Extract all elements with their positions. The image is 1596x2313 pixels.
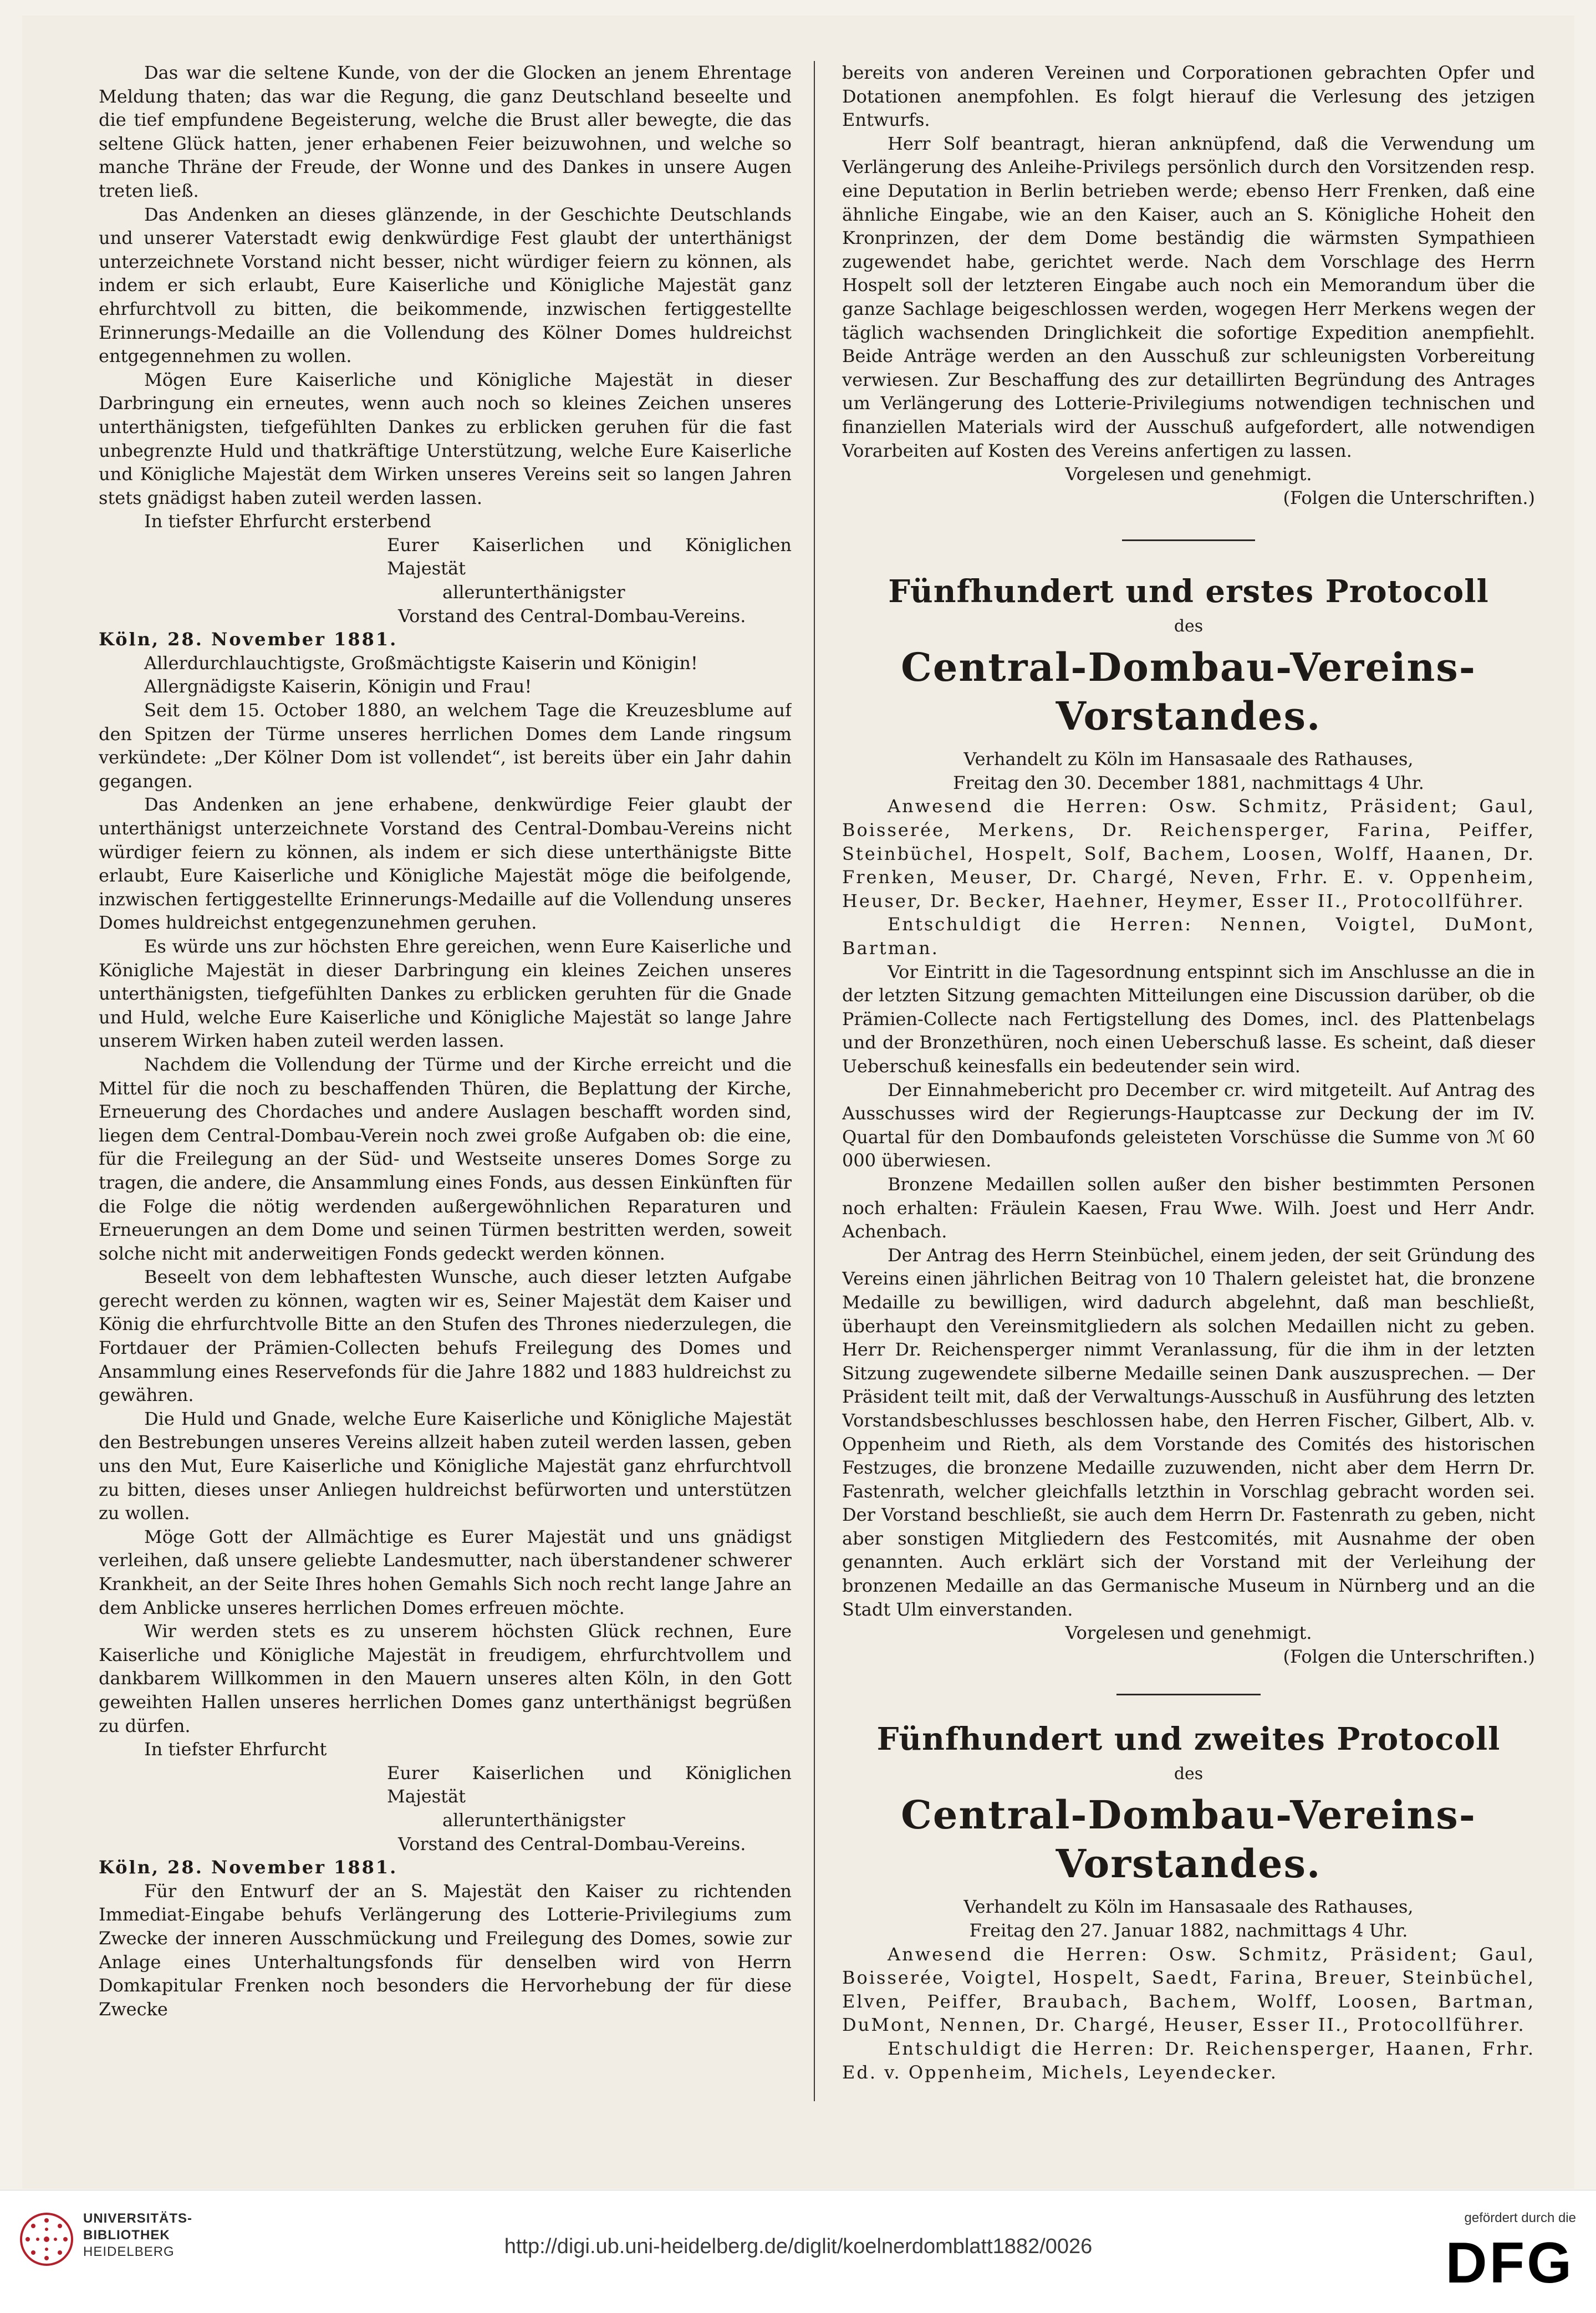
protocol-des: des — [1174, 1764, 1204, 1784]
signature-line: allerunterthänigster — [442, 1809, 625, 1831]
library-name-line: BIBLIOTHEK — [83, 2228, 170, 2243]
paragraph: Für den Entwurf der an S. Majestät den Kaiser zu richtenden Immediat-Eingabe behufs Verlängerung des Lotterie-Privilegiums zum Zwecke der inneren Ausschmückung und Freilegung des Domes, sowie zur Anlage eines Unterhaltungsfonds für denselben wird von Herrn Domkapitular Frenken noch besonders die Hervorhebung der für diese Zwecke — [99, 1880, 792, 2020]
signature-line: allerunterthänigster — [442, 582, 625, 603]
protocol-meta: Freitag den 30. December 1881, nachmittags 4 Uhr. — [953, 772, 1424, 793]
signature-line: Vorstand des Central-Dombau-Vereins. — [398, 605, 746, 626]
dateline: Köln, 28. November 1881. — [99, 629, 398, 650]
section-rule — [1122, 539, 1255, 541]
protocol-meta: Verhandelt zu Köln im Hansasaale des Rathauses, — [963, 748, 1414, 770]
closing-line: In tiefster Ehrfurcht ersterbend — [144, 511, 431, 532]
approval-line: Vorgelesen und genehmigt. — [1065, 463, 1312, 485]
paragraph: bereits von anderen Vereinen und Corporationen gebrachten Opfer und Dotationen anempfohlen. Es folgt hierauf die Verlesung des jetzigen Entwurfs. — [842, 62, 1535, 131]
paragraph: Herr Solf beantragt, hieran anknüpfend, daß die Verwendung um Verlängerung des Anleihe-Privilegs persönlich durch den Vorsitzenden resp. eine Deputation in Berlin betrieben werde; ebenso Herr Frenken, daß eine ähnliche Eingabe, wie an den Kaiser, auch an S. Königliche Hoheit den Kronprinzen, der dem Dome beständig die wärmsten Sympathieen zugewendet habe, gerichtet werde. Nach dem Vorschlage des Herrn Hospelt soll der letzteren Eingabe auch noch ein Memorandum über die ganze Sachlage beigeschlossen werden, wogegen Herr Merkens wegen der täglich wachsenden Dringlichkeit die sofortige Expedition anempfiehlt. Beide Anträge werden an den Ausschuß zur schleunigsten Vorbereitung verwiesen. Zur Beschaffung des zur detaillirten Begründung des Antrages um Verlängerung des Lotterie-Privilegiums notwendigen technischen und finanziellen Materials wird der Ausschuß aufgefordert, alle notwendigen Vorarbeiten auf Kosten des Vereins anfertigen zu lassen. — [842, 133, 1535, 461]
university-logo-icon — [20, 2213, 73, 2266]
excused: Entschuldigt die Herren: Dr. Reichensperger, Haanen, Frhr. Ed. v. Oppenheim, Michels, Leyendecker. — [842, 2038, 1535, 2083]
closing-line: In tiefster Ehrfurcht — [144, 1739, 327, 1760]
dfg-logo: DFG — [1445, 2231, 1574, 2295]
paragraph: Nachdem die Vollendung der Türme und der Kirche erreicht und die Mittel für die noch zu beschaffenden Thüren, die Beplattung der Kirche, Erneuerung des Chordaches und andere Auslagen beschafft worden sind, liegen dem Central-Dombau-Verein noch zwei große Aufgaben ob: die eine, für die Freilegung an der Süd- und Westseite unseres Domes Sorge zu tragen, die andere, die Ansammlung eines Fonds, aus dessen Einkünften für die Folge die nötig werdenden außergewöhnlichen Reparaturen und Erneuerungen an dem Dome und seinen Türmen bestritten werden, soweit solche nicht mit anderweitigen Fonds gedeckt werden können. — [99, 1053, 792, 1264]
attendance: Anwesend die Herren: Osw. Schmitz, Präsident; Gaul, Boisserée, Merkens, Dr. Reichensperger, Farina, Peiffer, Steinbüchel, Hospelt, Solf, Bachem, Loosen, Wolff, Haanen, Dr. Frenken, Meuser, Dr. Chargé, Neven, Frhr. E. v. Oppenheim, Heuser, Dr. Becker, Haehner, Heymer, Esser II., Protocollführer. — [842, 796, 1535, 911]
paragraph: Das war die seltene Kunde, von der die Glocken an jenem Ehrentage Meldung thaten; das war die Regung, die ganz Deutschland beseelte und die tief empfundene Begeisterung, welche die Brust aller bewegte, die das seltene Glück hatten, jener erhabenen Feier beizuwohnen, und welche so manche Thräne der Freude, der Wonne und des Dankes in unsere Augen treten ließ. — [99, 62, 792, 201]
paragraph: Das Andenken an dieses glänzende, in der Geschichte Deutschlands und unserer Vaterstadt ewig denkwürdige Fest glaubt der unterthänigst unterzeichnete Vorstand nicht besser, nicht würdiger feiern zu können, als indem er sich erlaubt, Eure Kaiserliche und Königliche Majestät ganz ehrfurchtvoll zu bitten, die beikommende, inzwischen fertiggestellte Erinnerungs-Medaille an die Vollendung des Kölner Domes huldreichst entgegennehmen zu wollen. — [99, 203, 792, 367]
left-column — [99, 61, 792, 2021]
signature-line: Eurer Kaiserlichen und Königlichen Majestät — [387, 534, 792, 579]
paragraph: Bronzene Medaillen sollen außer den bisher bestimmten Personen noch erhalten: Fräulein Kaesen, Frau Wwe. Wilh. Joest und Herr Andr. Achenbach. — [842, 1173, 1535, 1242]
signatures-note: (Folgen die Unterschriften.) — [1283, 487, 1535, 508]
paragraph: Das Andenken an jene erhabene, denkwürdige Feier glaubt der unterthänigst unterzeichnete Vorstand des Central-Dombau-Vereins nicht würdiger feiern zu können, als indem er sich diese unterthänigste Bitte erlaubt, Eure Kaiserliche und Königliche Majestät möge die beifolgende, inzwischen fertiggestellte Erinnerungs-Medaille auf die Vollendung unseres Domes huldreichst entgegenzunehmen geruhen. — [99, 794, 792, 934]
protocol-meta: Freitag den 27. Januar 1882, nachmittags 4 Uhr. — [969, 1920, 1408, 1942]
footer-bar — [0, 2190, 1596, 2313]
protocol-title: Fünfhundert und erstes Protocoll — [888, 573, 1489, 610]
paragraph: Der Antrag des Herrn Steinbüchel, einem jeden, der seit Gründung des Vereins einen jährlichen Beitrag von 10 Thalern geleistet hat, die bronzene Medaille zu bewilligen, wird dadurch abgelehnt, daß man beschließt, überhaupt den Vereinsmitgliedern als solchen Medaillen nicht zu geben. Herr Dr. Reichensperger nimmt Veranlassung, für die ihm in der letzten Sitzung zugewendete silberne Medaille seinen Dank auszusprechen. — Der Präsident teilt mit, daß der Verwaltungs-Ausschuß in Ausführung des letzten Vorstandsbeschlusses beschlossen habe, den Herren Fischer, Gilbert, Alb. v. Oppenheim und Rieth, als dem Vorstande des Comités des historischen Festzuges, die bronzene Medaille zuzuwenden, nicht aber dem Herrn Dr. Fastenrath, welcher gleichfalls letzthin in Vorschlag gebracht worden sei. Der Vorstand beschließt, sie auch dem Herrn Dr. Fastenrath zu geben, nicht aber sonstigen Mitgliedern des Festcomités, mit Ausnahme der oben genannten. Auch erklärt sich der Vorstand mit der Verleihung der bronzenen Medaille an das Germanische Museum in Nürnberg und an die Stadt Ulm einverstanden. — [842, 1244, 1535, 1620]
paragraph: Der Einnahmebericht pro December cr. wird mitgeteilt. Auf Antrag des Ausschusses wird der Regierungs-Hauptcasse zur Deckung der im IV. Quartal für den Dombaufonds geleisteten Vorschüsse die Summe von ℳ 60 000 überwiesen. — [842, 1079, 1535, 1171]
salutation: Allerdurchlauchtigste, Großmächtigste Kaiserin und Königin! — [144, 652, 698, 674]
funding-caption: gefördert durch die — [1464, 2210, 1576, 2225]
attendance: Anwesend die Herren: Osw. Schmitz, Präsident; Gaul, Boisserée, Voigtel, Hospelt, Saedt, Farina, Breuer, Steinbüchel, Elven, Peiffer, Braubach, Bachem, Wolff, Loosen, Bartman, DuMont, Nennen, Dr. Chargé, Heuser, Esser II., Protocollführer. — [842, 1943, 1535, 2036]
library-name-line: UNIVERSITÄTS- — [83, 2211, 193, 2226]
column-divider — [814, 61, 815, 2101]
paragraph: Die Huld und Gnade, welche Eure Kaiserliche und Königliche Majestät den Bestrebungen unseres Vereins allzeit haben zuteil werden lassen, geben uns den Mut, Eure Kaiserliche und Königliche Majestät ganz ehrfurchtvoll zu bitten, dieses unser Anliegen huldreichst befürworten und unterstützen zu wollen. — [99, 1408, 792, 1524]
paragraph: Seit dem 15. October 1880, an welchem Tage die Kreuzesblume auf den Spitzen der Türme unseres herrlichen Domes dem Lande ringsum verkündete: „Der Kölner Dom ist vollendet“, ist bereits über ein Jahr dahin gegangen. — [99, 700, 792, 792]
protocol-meta: Verhandelt zu Köln im Hansasaale des Rathauses, — [963, 1896, 1414, 1918]
paragraph: Mögen Eure Kaiserliche und Königliche Majestät in dieser Darbringung ein erneutes, wenn auch noch so kleines Zeichen unseres unterthänigsten, tiefgefühlten Dankes zu erblicken geruhen für die fast unbegrenzte Huld und thatkräftige Unterstützung, welche Eure Kaiserliche und Königliche Majestät dem Wirken unseres Vereins seit so langen Jahren stets gnädigst haben zuteil werden lassen. — [99, 369, 792, 508]
right-column — [842, 61, 1535, 2084]
library-name — [83, 2210, 192, 2260]
library-name-line: HEIDELBERG — [83, 2244, 175, 2259]
approval-line: Vorgelesen und genehmigt. — [1065, 1622, 1312, 1644]
signatures-note: (Folgen die Unterschriften.) — [1283, 1645, 1535, 1667]
protocol-heading: Central-Dombau-Vereins-Vorstandes. — [901, 644, 1476, 740]
paragraph: Möge Gott der Allmächtige es Eurer Majestät und uns gnädigst verleihen, daß unsere geliebte Landesmutter, nach überstandener schwerer Krankheit, an der Seite Ihres hohen Gemahls Sich noch recht lange Jahre an dem Anblicke unseres herrlichen Domes erfreuen möchte. — [99, 1526, 792, 1618]
paragraph: Vor Eintritt in die Tagesordnung entspinnt sich im Anschlusse an die in der letzten Sitzung gemachten Mitteilungen eine Discussion darüber, ob die Prämien-Collecte nach Fertigstellung des Domes, incl. des Plattenbelags und der Bronzethüren, noch einen Ueberschuß lasse. Es scheint, daß dieser Ueberschuß keinesfalls ein bedeutender sein wird. — [842, 961, 1535, 1077]
paragraph: Beseelt von dem lebhaftesten Wunsche, auch dieser letzten Aufgabe gerecht werden zu können, wagten wir es, Seiner Majestät dem Kaiser und König die ehrfurchtvolle Bitte an den Stufen des Thrones niederzulegen, die Fortdauer der Prämien-Collecten behufs Freilegung des Domes und Ansammlung eines Reservefonds für die Jahre 1882 und 1883 huldreichst zu gewähren. — [99, 1266, 792, 1406]
signature-line: Eurer Kaiserlichen und Königlichen Majestät — [387, 1762, 792, 1807]
paragraph: Es würde uns zur höchsten Ehre gereichen, wenn Eure Kaiserliche und Königliche Majestät in dieser Darbringung ein kleines Zeichen unseres unterthänigsten, tiefgefühlten Dankes zu erblicken geruhten für die Gnade und Huld, welche Eure Kaiserliche und Königliche Majestät so lange Jahre unserem Wirken haben zuteil werden lassen. — [99, 935, 792, 1052]
permalink-url[interactable]: http://digi.ub.uni-heidelberg.de/diglit/koelnerdomblatt1882/0026 — [504, 2235, 1093, 2258]
signature-line: Vorstand des Central-Dombau-Vereins. — [398, 1833, 746, 1855]
excused: Entschuldigt die Herren: Nennen, Voigtel, DuMont, Bartman. — [842, 914, 1535, 959]
protocol-title: Fünfhundert und zweites Protocoll — [876, 1721, 1501, 1758]
section-rule — [1116, 1694, 1261, 1695]
protocol-des: des — [1174, 617, 1204, 636]
protocol-heading: Central-Dombau-Vereins-Vorstandes. — [901, 1792, 1476, 1887]
paragraph: Wir werden stets es zu unserem höchsten Glück rechnen, Eure Kaiserliche und Königliche Majestät in freudigem, ehrfurchtvollem und dankbarem Willkommen in den Mauern unseres alten Köln, in den Gott geweihten Hallen unseres herrlichen Domes ganz unterthänigst begrüßen zu dürfen. — [99, 1621, 792, 1736]
salutation: Allergnädigste Kaiserin, Königin und Frau! — [144, 676, 532, 697]
dateline: Köln, 28. November 1881. — [99, 1857, 398, 1878]
